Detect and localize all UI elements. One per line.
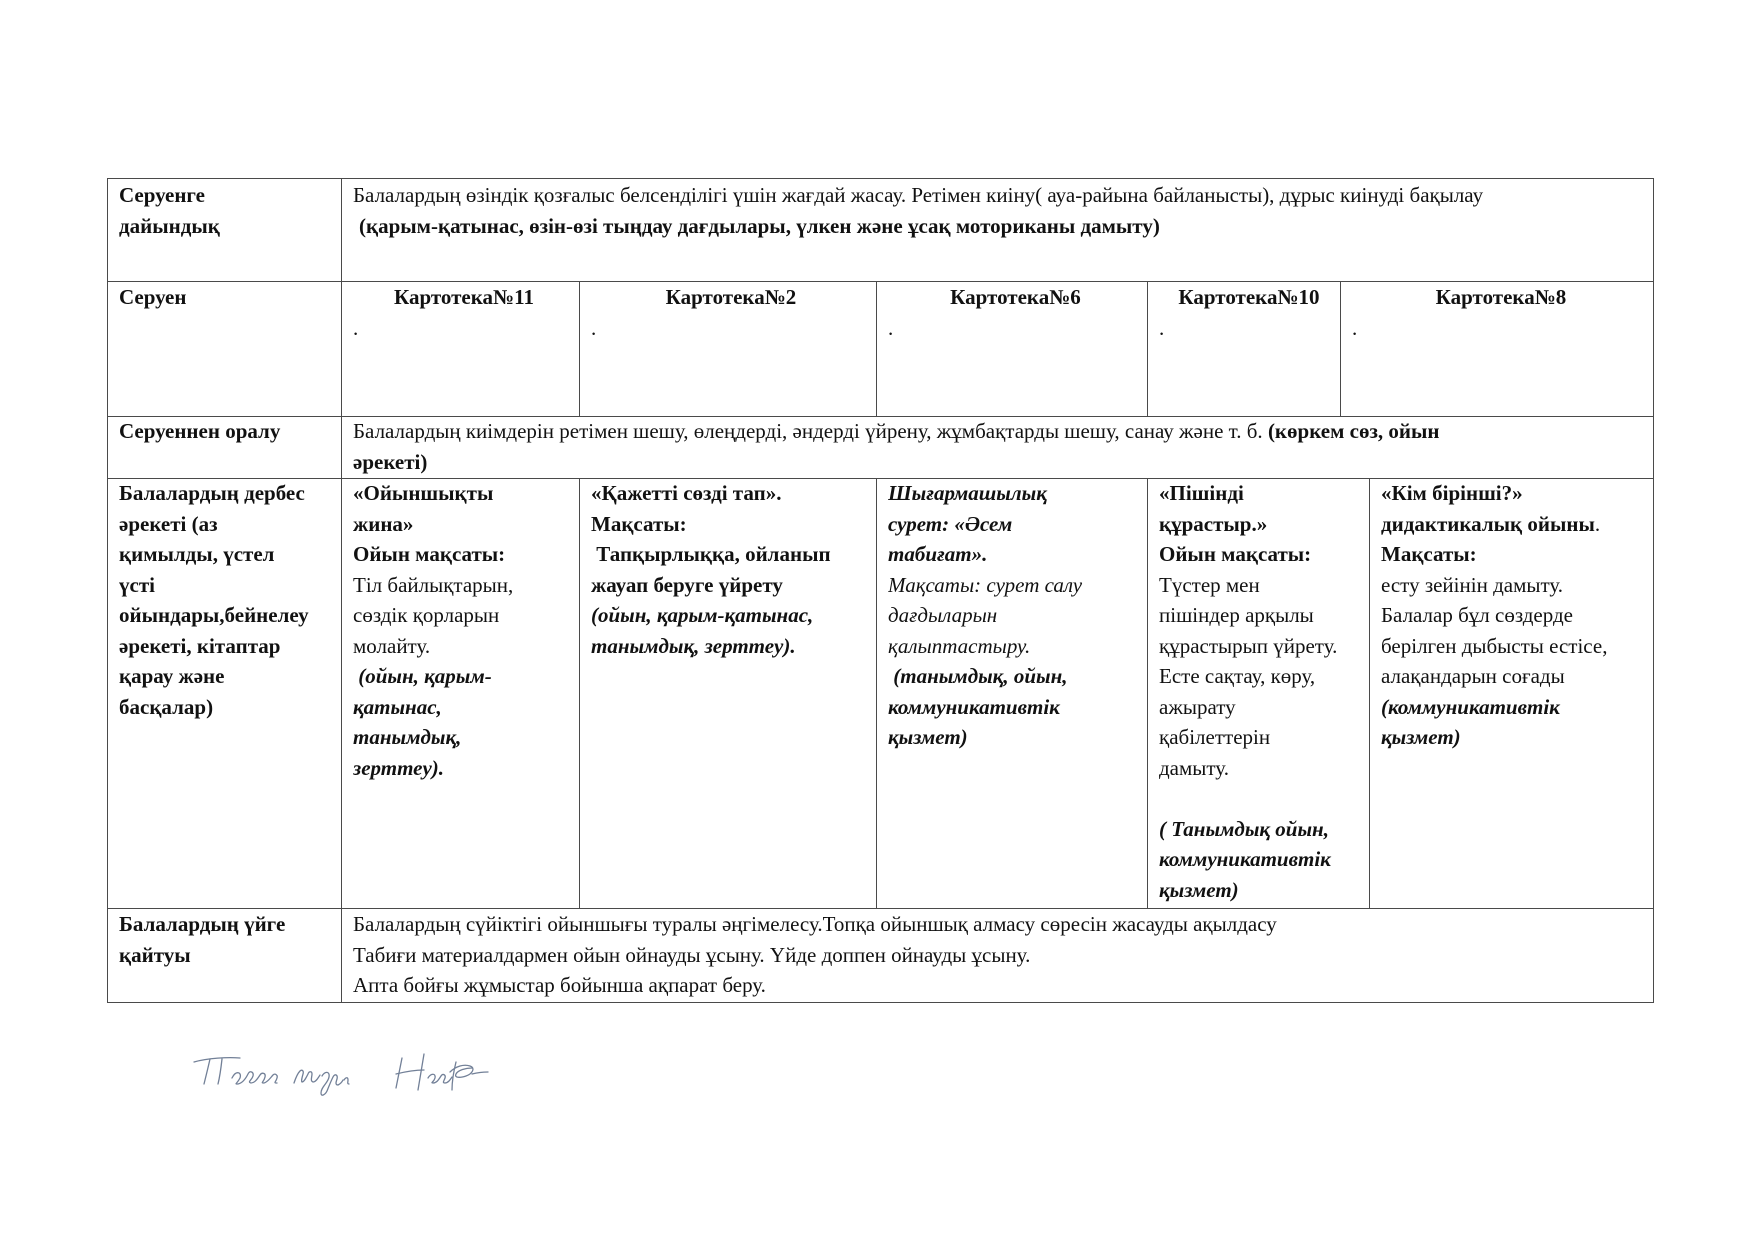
home-content: Балалардың сүйіктігі ойыншығы туралы әңгімелесу.Топқа ойыншық алмасу сөресін жасауды ақылдасу Табиғи материалдармен ойын ойнауды ұсыну. Үйде доппен ойнауды ұсыну. Апта бойғы жұмыстар бойынша ақпарат беру. [353,912,1277,997]
card-cell: Картотека№2 . [591,285,797,340]
card-cell: Картотека№10 . [1159,285,1320,340]
table-border-left [107,178,108,1003]
column-divider [876,478,877,908]
daily-plan-table [107,178,1654,1003]
row-header-independent: Балалардың дербес әрекеті (аз қимылды, үстел үсті ойындары,бейнелеу әрекеті, кітаптар қарау және басқалар) [119,481,309,719]
row-header-preparation: Серуенге дайындық [119,183,220,238]
column-divider [1340,281,1341,416]
card-cell: Картотека№11 . [353,285,534,340]
activity-cell-5: «Кім бірінші?» дидактикалық ойыны. Мақсаты: есту зейінін дамыту. Балалар бұл сөздерде берілген дыбысты естісе, алақандарын соғады (коммуникативтік қызмет) [1381,481,1608,749]
card-cell: Картотека№6 . [888,285,1081,340]
handwritten-signature [188,1040,523,1100]
return-content: Балалардың киімдерін ретімен шешу, өлеңдерді, әндерді үйрену, жұмбақтарды шешу, санау және т. б. (көркем сөз, ойын әрекеті) [353,419,1440,474]
row-header-walk: Серуен [119,285,187,309]
table-border-right [1653,178,1654,1003]
column-divider [341,178,342,1003]
column-divider [1147,478,1148,908]
column-divider [579,281,580,416]
column-divider [876,281,877,416]
row-header-home: Балалардың үйге қайтуы [119,912,286,967]
row-header-return: Серуеннен оралу [119,419,281,443]
preparation-content: Балалардың өзіндік қозғалыс белсенділігі үшін жағдай жасау. Ретімен киіну( ауа-райына байланысты), дұрыс киінуді бақылау (қарым-қатынас, өзін-өзі тыңдау дағдылары, үлкен және ұсақ моториканы дамыту) [353,183,1484,238]
column-divider [579,478,580,908]
activity-cell-2: «Қажетті сөзді тап». Мақсаты: Тапқырлыққа, ойланып жауап беруге үйрету (ойын, қарым-қатынас, танымдық, зерттеу). [591,481,831,658]
card-cell: Картотека№8 . [1352,285,1567,340]
table-border-top [107,178,1654,179]
column-divider [1147,281,1148,416]
table-border-bottom [107,1002,1654,1003]
column-divider [1369,478,1370,908]
activity-cell-3: Шығармашылық сурет: «Әсем табиғат». Мақсаты: сурет салу дағдыларын қалыптастыру. (танымдық, ойын, коммуникативтік қызмет) [888,481,1083,749]
activity-cell-4: «Пішінді құрастыр.» Ойын мақсаты: Түстер мен пішіндер арқылы құрастырып үйрету. Есте сақтау, көру, ажырату қабілеттерін дамыту. ( Танымдық ойын, коммуникативтік қызмет) [1159,481,1338,902]
activity-cell-1: «Ойыншықты жина» Ойын мақсаты: Тіл байлықтарын, сөздік қорларын молайту. (ойын, қарым- қатынас, танымдық, зерттеу). [353,481,514,780]
